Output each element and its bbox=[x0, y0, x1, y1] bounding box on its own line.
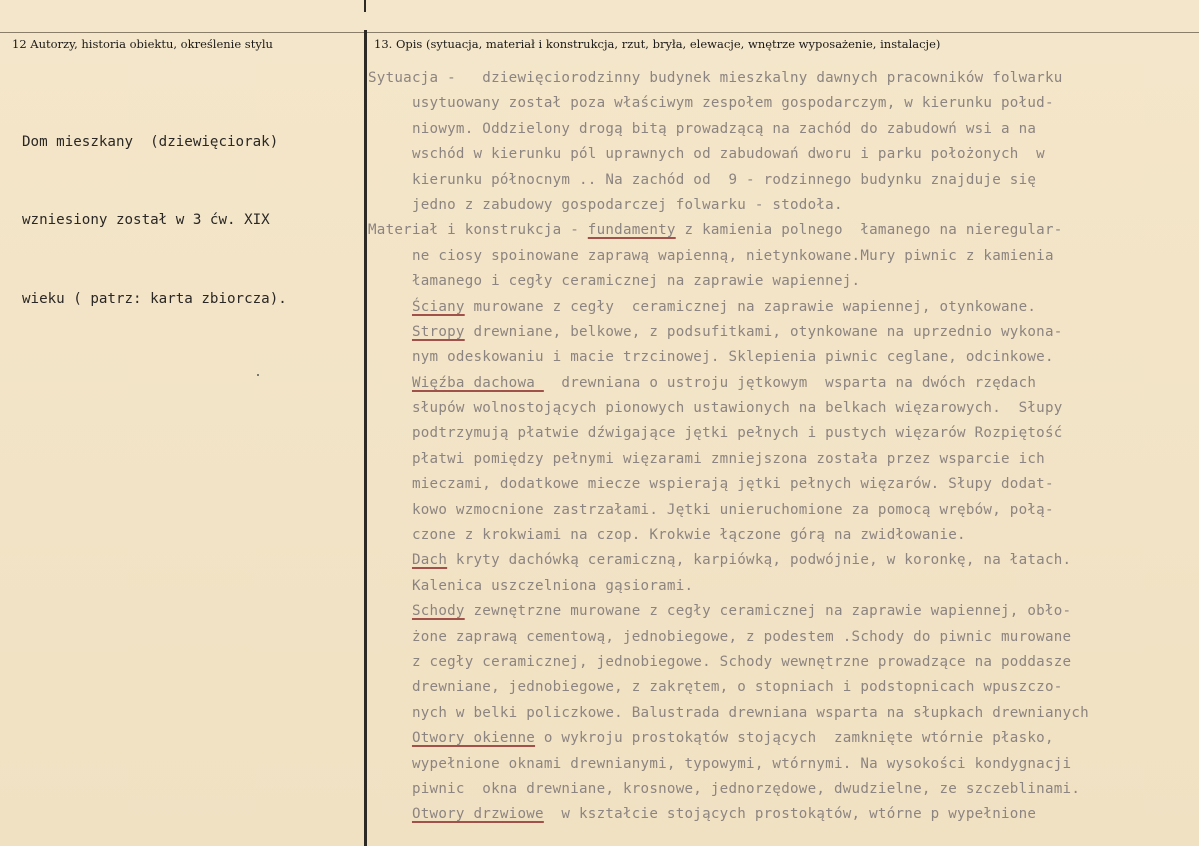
description-line bbox=[368, 421, 1193, 446]
underlined-section-term: Więźba dachowa bbox=[411, 374, 544, 391]
description-line bbox=[368, 726, 1193, 751]
history-text bbox=[22, 76, 352, 364]
description-line bbox=[368, 447, 1193, 472]
description-line bbox=[368, 345, 1193, 370]
column-divider-tick bbox=[364, 0, 366, 12]
description-line bbox=[368, 396, 1193, 421]
description-line bbox=[368, 777, 1193, 802]
description-line bbox=[368, 599, 1193, 624]
description-line bbox=[368, 269, 1193, 294]
description-line bbox=[368, 548, 1193, 573]
description-line bbox=[368, 802, 1193, 827]
description-text-run: w kształcie stojących prostokątów, wtórne p wypełnione bbox=[543, 806, 1037, 823]
description-text bbox=[368, 66, 1193, 828]
underlined-section-term: Otwory okienne bbox=[411, 730, 536, 747]
description-text-run: Sytuacja - dziewięciorodzinny budynek mieszkalny dawnych pracowników folwarku bbox=[368, 70, 1063, 86]
description-text-run: żone zaprawą cementową, jednobiegowe, z podestem .Schody do piwnic murowane bbox=[368, 628, 1072, 645]
description-line bbox=[368, 142, 1193, 167]
history-line: Dom mieszkany (dziewięciorak) bbox=[22, 134, 279, 150]
description-line bbox=[368, 574, 1193, 599]
description-text-run: zewnętrzne murowane z cegły ceramicznej na zaprawie wapiennej, obło- bbox=[464, 603, 1072, 620]
description-text-run: ne ciosy spoinowane zaprawą wapienną, nietynkowane.Mury piwnic z kamienia bbox=[368, 247, 1054, 264]
description-line bbox=[368, 371, 1193, 396]
description-text-run bbox=[368, 603, 412, 619]
description-line bbox=[368, 675, 1193, 700]
description-text-run: drewniane, belkowe, z podsufitkami, otynkowane na uprzednio wykona- bbox=[464, 323, 1063, 340]
description-text-run bbox=[368, 806, 412, 822]
description-line bbox=[368, 650, 1193, 675]
description-text-run: drewniana o ustroju jętkowym wsparta na dwóch rzędach bbox=[543, 374, 1037, 391]
description-text-run: wschód w kierunku pól uprawnych od zabudowań dworu i parku położonych w bbox=[368, 146, 1045, 163]
ink-speck bbox=[257, 374, 259, 376]
underlined-section-term: Otwory drzwiowe bbox=[411, 806, 544, 823]
top-rule bbox=[0, 32, 1199, 33]
description-text-run: o wykroju prostokątów stojących zamknięte wtórnie płasko, bbox=[535, 730, 1054, 747]
description-line bbox=[368, 472, 1193, 497]
description-text-run: kryty dachówką ceramiczną, karpiówką, podwójnie, w koronkę, na łatach. bbox=[447, 552, 1072, 569]
underlined-section-term: Ściany bbox=[411, 298, 465, 315]
description-text-run: z kamienia polnego łamanego na nieregular- bbox=[675, 222, 1063, 239]
description-text-run: podtrzymują płatwie dźwigające jętki pełnych i pustych więzarów Rozpiętość bbox=[368, 425, 1063, 442]
description-text-run: nych w belki policzkowe. Balustrada drewniana wsparta na słupkach drewnianych bbox=[368, 704, 1089, 721]
underlined-section-term: Schody bbox=[411, 603, 465, 620]
description-text-run bbox=[368, 552, 412, 568]
underlined-section-term: fundamenty bbox=[587, 222, 676, 239]
history-line: wieku ( patrz: karta zbiorcza). bbox=[22, 290, 287, 307]
description-line bbox=[368, 625, 1193, 650]
description-text-run bbox=[368, 375, 412, 391]
description-line bbox=[368, 66, 1193, 91]
description-text-run: wypełnione oknami drewnianymi, typowymi, wtórnymi. Na wysokości kondygnacji bbox=[368, 755, 1072, 772]
description-text-run: płatwi pomiędzy pełnymi więzarami zmniejszona została przez wsparcie ich bbox=[368, 450, 1045, 467]
field-13-header: 13. Opis (sytuacja, materiał i konstrukcja, rzut, bryła, elewacje, wnętrze wyposażenie, instalacje) bbox=[374, 37, 941, 51]
description-line bbox=[368, 701, 1193, 726]
description-line bbox=[368, 117, 1193, 142]
description-text-run: niowym. Oddzielony drogą bitą prowadzącą na zachód do zabudowń wsi a na bbox=[368, 120, 1037, 137]
description-text-run: kierunku północnym .. Na zachód od 9 - rodzinnego budynku znajduje się bbox=[368, 171, 1037, 188]
description-line bbox=[368, 498, 1193, 523]
description-text-run: nym odeskowaniu i macie trzcinowej. Sklepienia piwnic ceglane, odcinkowe. bbox=[368, 349, 1054, 366]
underlined-section-term: Dach bbox=[411, 552, 448, 569]
description-text-run: piwnic okna drewniane, krosnowe, jednorzędowe, dwudzielne, ze szczeblinami. bbox=[368, 780, 1081, 797]
description-text-run bbox=[368, 324, 412, 340]
description-text-run: słupów wolnostojących pionowych ustawionych na belkach więzarowych. Słupy bbox=[368, 400, 1063, 417]
field-12-header: 12 Autorzy, historia obiektu, określenie stylu bbox=[12, 37, 273, 51]
description-text-run: murowane z cegły ceramicznej na zaprawie wapiennej, otynkowane. bbox=[464, 298, 1037, 315]
description-text-run bbox=[368, 299, 412, 315]
description-text-run: mieczami, dodatkowe miecze wspierają jętki pełnych więzarów. Słupy dodat- bbox=[368, 476, 1054, 493]
description-text-run bbox=[368, 730, 412, 746]
description-text-run: drewniane, jednobiegowe, z zakrętem, o stopniach i podstopnicach wpuszczo- bbox=[368, 679, 1063, 696]
description-text-run: Materiał i konstrukcja - bbox=[368, 222, 588, 239]
description-line bbox=[368, 752, 1193, 777]
description-line bbox=[368, 168, 1193, 193]
description-line bbox=[368, 295, 1193, 320]
description-line bbox=[368, 523, 1193, 548]
description-line bbox=[368, 320, 1193, 345]
description-text-run: jedno z zabudowy gospodarczej folwarku - stodoła. bbox=[368, 196, 843, 213]
description-line bbox=[368, 218, 1193, 243]
column-divider bbox=[364, 30, 367, 846]
description-text-run: z cegły ceramicznej, jednobiegowe. Schody wewnętrzne prowadzące na poddasze bbox=[368, 653, 1072, 670]
underlined-section-term: Stropy bbox=[411, 323, 465, 340]
description-line bbox=[368, 91, 1193, 116]
description-text-run: kowo wzmocnione zastrzałami. Jętki unieruchomione za pomocą wrębów, połą- bbox=[368, 501, 1054, 518]
description-line bbox=[368, 193, 1193, 218]
description-text-run: Kalenica uszczelniona gąsiorami. bbox=[368, 577, 694, 594]
description-text-run: czone z krokwiami na czop. Krokwie łączone górą na zwidłowanie. bbox=[368, 527, 966, 544]
history-line: wzniesiony został w 3 ćw. XIX bbox=[22, 212, 270, 229]
description-line bbox=[368, 244, 1193, 269]
description-text-run: usytuowany został poza właściwym zespołem gospodarczym, w kierunku połud- bbox=[368, 95, 1054, 112]
description-text-run: łamanego i cegły ceramicznej na zaprawie wapiennej. bbox=[368, 273, 861, 290]
